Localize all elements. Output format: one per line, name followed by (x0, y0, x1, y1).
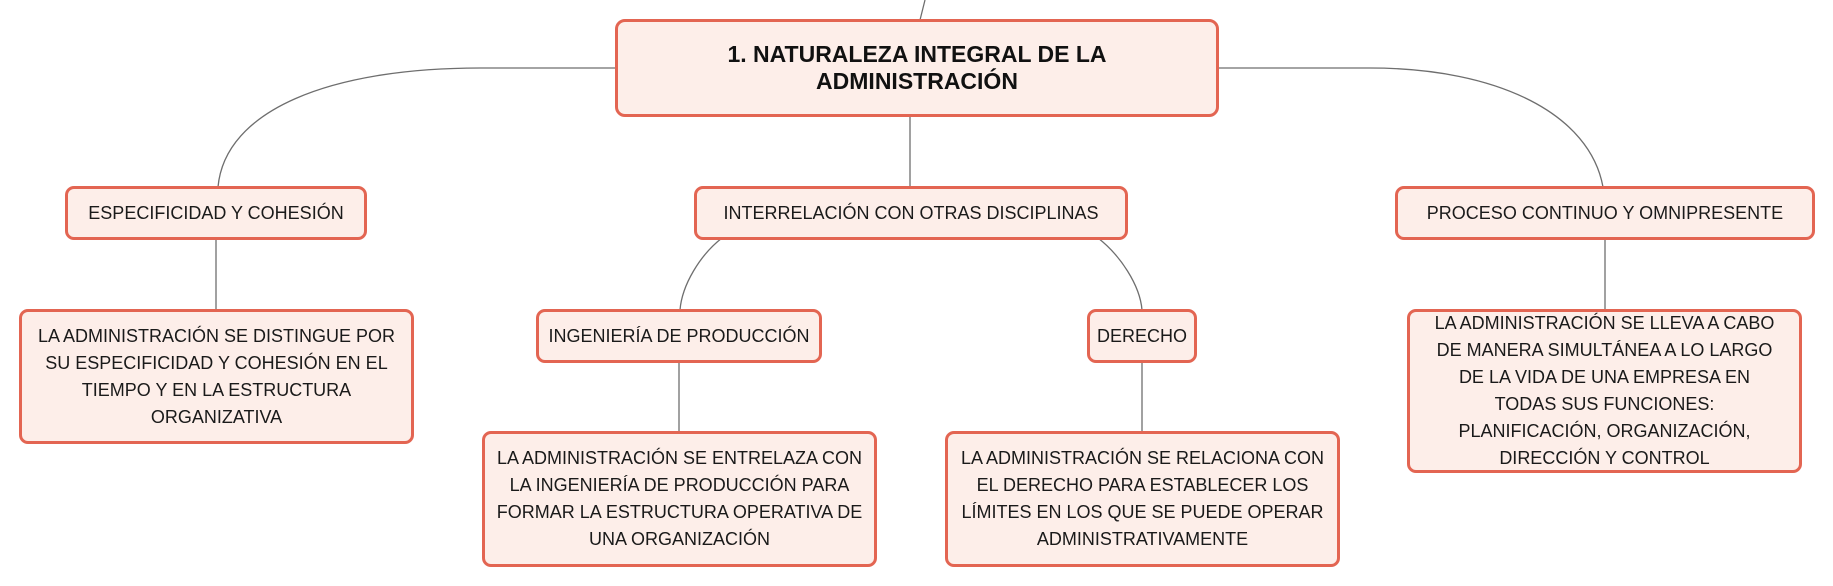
connector-root-to-especificidad (218, 68, 617, 187)
detail-derecho[interactable] (945, 431, 1340, 567)
detail-proceso-text: LA ADMINISTRACIÓN SE LLEVA A CABO DE MANERA SIMULTÁNEA A LO LARGO DE LA VIDA DE UNA EMPRESA EN TODAS SUS FUNCIONES: PLANIFICACIÓN, ORGANIZACIÓN, DIRECCIÓN Y CONTROL (1434, 313, 1775, 468)
connector-interrelacion-to-derecho (1098, 238, 1142, 310)
connector-root-to-proceso (1217, 68, 1603, 187)
topic-especificidad[interactable] (65, 186, 367, 240)
detail-derecho-text: LA ADMINISTRACIÓN SE RELACIONA CON EL DERECHO PARA ESTABLECER LOS LÍMITES EN LOS QUE SE PUEDE OPERAR ADMINISTRATIVAMENTE (960, 448, 1325, 549)
topic-ingenieria[interactable] (536, 309, 822, 363)
topic-interrelacion[interactable] (694, 186, 1128, 240)
connector-interrelacion-to-ingenieria (680, 238, 722, 310)
topic-especificidad-label: ESPECIFICIDAD Y COHESIÓN (88, 202, 344, 223)
topic-derecho-label: DERECHO (1097, 325, 1188, 346)
topic-ingenieria-label: INGENIERÍA DE PRODUCCIÓN (548, 325, 810, 346)
topic-interrelacion-label: INTERRELACIÓN CON OTRAS DISCIPLINAS (723, 202, 1099, 223)
detail-especificidad-text: LA ADMINISTRACIÓN SE DISTINGUE POR SU ESPECIFICIDAD Y COHESIÓN EN EL TIEMPO Y EN LA ESTRUCTURA ORGANIZATIVA (37, 325, 396, 427)
topic-proceso-label: PROCESO CONTINUO Y OMNIPRESENTE (1426, 202, 1784, 223)
connector-parent-to-root (920, 0, 925, 20)
root-topic-label: 1. NATURALEZA INTEGRAL DE LA ADMINISTRACIÓN (727, 41, 1107, 94)
topic-proceso[interactable] (1395, 186, 1815, 240)
detail-especificidad[interactable] (19, 309, 414, 444)
root-topic[interactable] (615, 19, 1219, 117)
topic-derecho[interactable] (1087, 309, 1197, 363)
detail-proceso[interactable] (1407, 309, 1802, 473)
detail-ingenieria-text: LA ADMINISTRACIÓN SE ENTRELAZA CON LA INGENIERÍA DE PRODUCCIÓN PARA FORMAR LA ESTRUCTURA OPERATIVA DE UNA ORGANIZACIÓN (496, 448, 863, 549)
detail-ingenieria[interactable] (482, 431, 877, 567)
